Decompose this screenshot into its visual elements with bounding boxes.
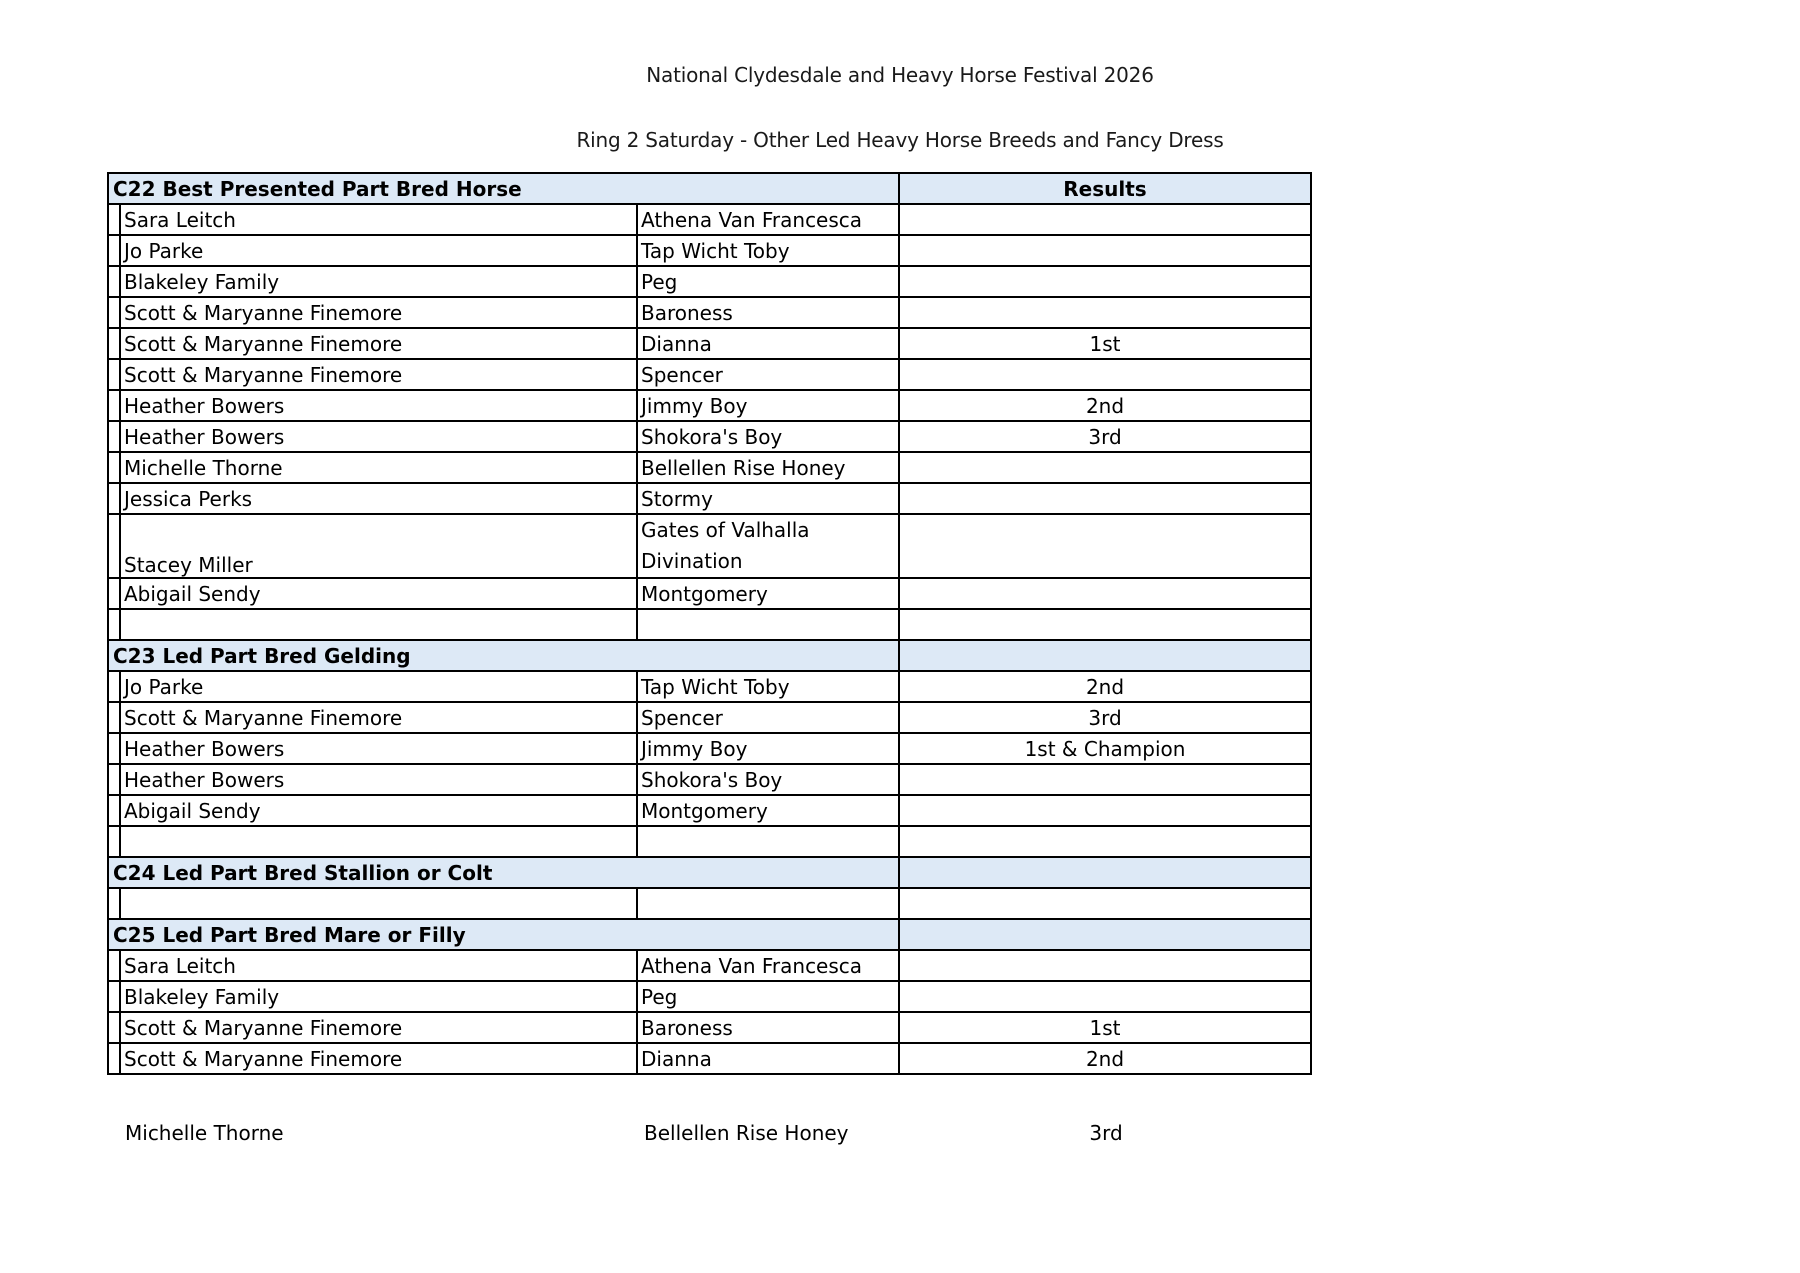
horse-cell: Jimmy Boy: [637, 733, 899, 764]
result-cell: 2nd: [899, 1043, 1311, 1074]
table-row: [108, 328, 1311, 359]
table-row: [108, 764, 1311, 795]
table-row: [108, 297, 1311, 328]
horse-cell: [637, 514, 899, 578]
exhibitor-cell: Scott & Maryanne Finemore: [120, 702, 637, 733]
result-cell: [899, 235, 1311, 266]
horse-name-line-2: Divination: [641, 549, 743, 573]
result-cell: [899, 981, 1311, 1012]
page-subtitle: Ring 2 Saturday - Other Led Heavy Horse Breeds and Fancy Dress: [576, 128, 1224, 152]
exhibitor-cell: Michelle Thorne: [120, 452, 637, 483]
exhibitor-cell: Abigail Sendy: [120, 795, 637, 826]
section-title: C23 Led Part Bred Gelding: [108, 640, 899, 671]
section-header-row: [108, 173, 1311, 204]
empty-row: [108, 609, 1311, 640]
horse-cell: Spencer: [637, 702, 899, 733]
horse-cell: Montgomery: [637, 795, 899, 826]
table-row: [108, 235, 1311, 266]
exhibitor-cell: Abigail Sendy: [120, 578, 637, 609]
result-cell: 1st: [899, 1012, 1311, 1043]
table-row: [108, 266, 1311, 297]
exhibitor-cell: Stacey Miller: [120, 514, 637, 578]
result-cell: [899, 297, 1311, 328]
table-row: [108, 359, 1311, 390]
horse-name-line-1: Gates of Valhalla: [641, 518, 810, 542]
table-row: [108, 1043, 1311, 1074]
exhibitor-cell: Sara Leitch: [120, 950, 637, 981]
exhibitor-cell: Heather Bowers: [120, 421, 637, 452]
result-cell: [899, 359, 1311, 390]
table-row: [108, 421, 1311, 452]
result-cell: 1st: [899, 328, 1311, 359]
horse-cell: Peg: [637, 981, 899, 1012]
horse-cell: Bellellen Rise Honey: [644, 1121, 849, 1145]
result-cell: [899, 266, 1311, 297]
table-row: [108, 514, 1311, 578]
horse-cell: Dianna: [637, 328, 899, 359]
horse-cell: Bellellen Rise Honey: [637, 452, 899, 483]
result-cell: 3rd: [1089, 1121, 1123, 1145]
section-header-row: [108, 640, 1311, 671]
exhibitor-cell: Scott & Maryanne Finemore: [120, 1012, 637, 1043]
result-cell: 3rd: [899, 702, 1311, 733]
exhibitor-cell: Michelle Thorne: [125, 1121, 284, 1145]
table-row: [108, 733, 1311, 764]
result-cell: [899, 204, 1311, 235]
section-title: C25 Led Part Bred Mare or Filly: [108, 919, 899, 950]
result-cell: [899, 452, 1311, 483]
table-row: [108, 981, 1311, 1012]
horse-cell: Tap Wicht Toby: [637, 671, 899, 702]
result-cell: [899, 483, 1311, 514]
exhibitor-cell: Blakeley Family: [120, 266, 637, 297]
exhibitor-cell: Jessica Perks: [120, 483, 637, 514]
exhibitor-cell: Scott & Maryanne Finemore: [120, 1043, 637, 1074]
horse-cell: Tap Wicht Toby: [637, 235, 899, 266]
result-cell: 2nd: [899, 671, 1311, 702]
horse-cell: Montgomery: [637, 578, 899, 609]
result-cell: [899, 514, 1311, 578]
section-header-row: [108, 857, 1311, 888]
result-cell: [899, 950, 1311, 981]
horse-cell: Dianna: [637, 1043, 899, 1074]
horse-cell: Baroness: [637, 1012, 899, 1043]
exhibitor-cell: Sara Leitch: [120, 204, 637, 235]
exhibitor-cell: Heather Bowers: [120, 764, 637, 795]
results-header: Results: [899, 173, 1311, 204]
empty-row: [108, 826, 1311, 857]
exhibitor-cell: Heather Bowers: [120, 390, 637, 421]
table-row: [108, 483, 1311, 514]
exhibitor-cell: Jo Parke: [120, 671, 637, 702]
exhibitor-cell: Blakeley Family: [120, 981, 637, 1012]
horse-cell: Spencer: [637, 359, 899, 390]
horse-cell: Shokora's Boy: [637, 421, 899, 452]
exhibitor-cell: Scott & Maryanne Finemore: [120, 328, 637, 359]
table-row: [108, 204, 1311, 235]
table-row: [108, 578, 1311, 609]
section-title: C24 Led Part Bred Stallion or Colt: [108, 857, 899, 888]
horse-cell: Shokora's Boy: [637, 764, 899, 795]
empty-row: [108, 888, 1311, 919]
table-row: [108, 452, 1311, 483]
exhibitor-cell: Jo Parke: [120, 235, 637, 266]
horse-cell: Athena Van Francesca: [637, 950, 899, 981]
table-row: [108, 671, 1311, 702]
page-title: National Clydesdale and Heavy Horse Festival 2026: [646, 63, 1154, 87]
horse-cell: Peg: [637, 266, 899, 297]
result-cell: 3rd: [899, 421, 1311, 452]
table-row: [108, 795, 1311, 826]
result-cell: [899, 764, 1311, 795]
result-cell: 1st & Champion: [899, 733, 1311, 764]
table-row: [108, 390, 1311, 421]
result-cell: [899, 795, 1311, 826]
results-table: [107, 172, 1312, 1075]
exhibitor-cell: Scott & Maryanne Finemore: [120, 297, 637, 328]
exhibitor-cell: Heather Bowers: [120, 733, 637, 764]
section-header-row: [108, 919, 1311, 950]
table-row: [108, 1012, 1311, 1043]
horse-cell: Baroness: [637, 297, 899, 328]
horse-cell: Stormy: [637, 483, 899, 514]
result-cell: 2nd: [899, 390, 1311, 421]
table-row: [108, 702, 1311, 733]
horse-cell: Jimmy Boy: [637, 390, 899, 421]
exhibitor-cell: Scott & Maryanne Finemore: [120, 359, 637, 390]
horse-cell: Athena Van Francesca: [637, 204, 899, 235]
section-title: C22 Best Presented Part Bred Horse: [108, 173, 899, 204]
result-cell: [899, 578, 1311, 609]
table-row: [108, 950, 1311, 981]
